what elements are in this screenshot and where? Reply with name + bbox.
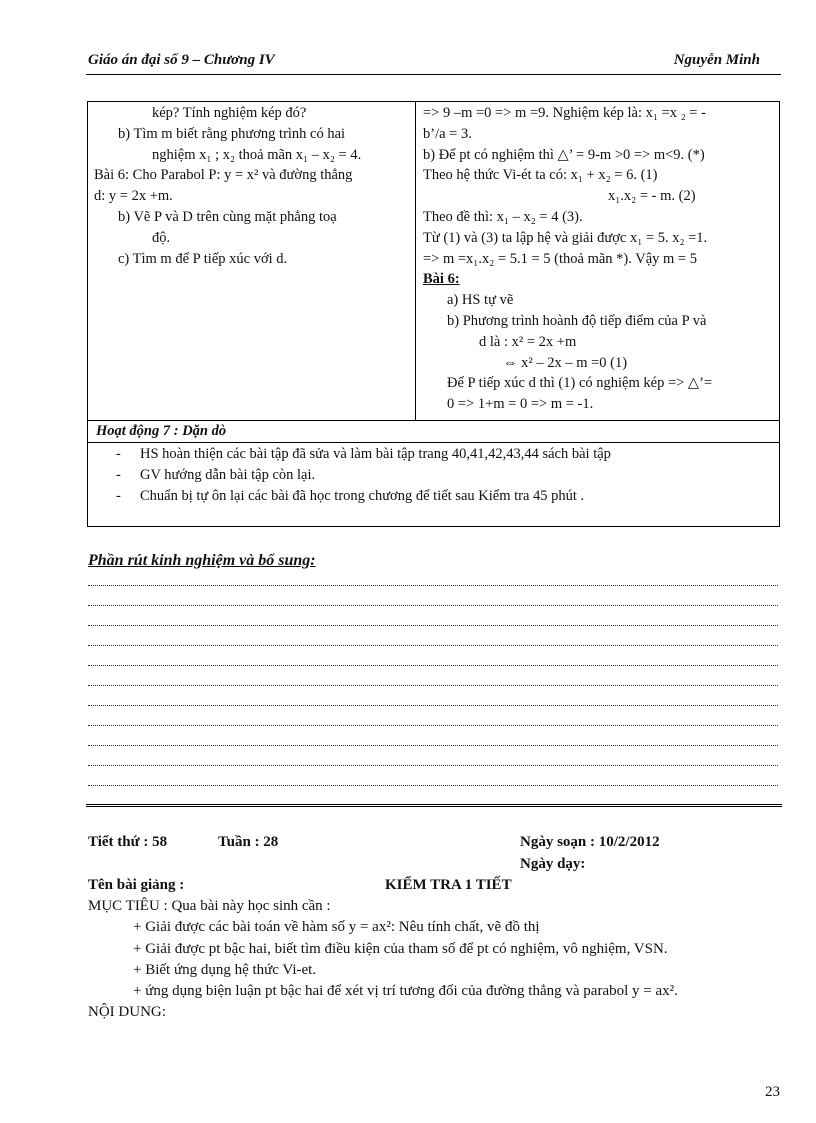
solution-line: x₁.x₂ = - m. (2) (608, 188, 696, 205)
solution-line: 0 => 1+m = 0 => m = -1. (447, 396, 594, 413)
dotted-line (88, 645, 778, 646)
content-heading: NỘI DUNG: (88, 1004, 166, 1020)
dotted-line (88, 785, 778, 786)
activity-item (116, 486, 611, 507)
teaching-date: Ngày dạy: (520, 856, 586, 872)
bullet-dash: - (116, 488, 121, 504)
dotted-line (88, 605, 778, 606)
solution-line: b’/a = 3. (423, 125, 472, 142)
activity-text: GV hướng dẫn bài tập còn lại. (140, 467, 316, 483)
activity-item (116, 465, 611, 486)
solution-line: => 9 –m =0 => m =9. Nghiệm kép là: x₁ =x ₂ = - (423, 105, 706, 121)
activity-text: Chuẩn bị tự ôn lại các bài đã học trong chương để tiết sau Kiểm tra 45 phút . (140, 488, 585, 504)
objectives-heading: MỤC TIÊU : Qua bài này học sinh cần : (88, 898, 331, 914)
lesson-number: Tiết thứ : 58 (88, 834, 168, 850)
dotted-line (88, 685, 778, 686)
header-title: Giáo án đại số 9 – Chương IV (88, 52, 275, 68)
dotted-line (88, 745, 778, 746)
exercise-line: độ. (152, 229, 171, 246)
section-separator (86, 804, 782, 809)
lesson-name-label: Tên bài giảng : (88, 877, 185, 893)
dotted-line (88, 625, 778, 626)
header-author: Nguyễn Minh (673, 52, 760, 68)
solution-line: Từ (1) và (3) ta lập hệ và giải được x₁ = 5. x₂ =1. (423, 229, 708, 246)
activity-item (116, 444, 611, 465)
bullet-dash: - (116, 446, 121, 462)
review-title: Phần rút kinh nghiệm và bổ sung: (88, 552, 316, 569)
exercise-line: b) Vẽ P và D trên cùng mặt phẳng toạ (118, 208, 337, 225)
exercise-line: d: y = 2x +m. (94, 188, 173, 205)
solution-column (423, 103, 775, 415)
row-divider (88, 420, 779, 421)
solution-line: => m =x₁.x₂ = 5.1 = 5 (thoả mãn *). Vậy m = 5 (423, 250, 697, 267)
header-rule (86, 74, 781, 75)
exercise-line: b) Tìm m biết rằng phương trình có hai (118, 125, 346, 142)
solution-heading: Bài 6: (423, 271, 460, 288)
column-divider (415, 102, 416, 420)
activity-text: HS hoàn thiện các bài tập đã sửa và làm bài tập trang 40,41,42,43,44 sách bài tập (140, 446, 611, 462)
solution-line: Để P tiếp xúc d thì (1) có nghiệm kép => △’= (447, 375, 713, 392)
dotted-line (88, 585, 778, 586)
solution-line: ⇔ x² – 2x – m =0 (1) (503, 354, 628, 371)
solution-line: d là : x² = 2x +m (479, 333, 577, 350)
row-divider (88, 442, 779, 443)
objective-item: + ứng dụng biện luận pt bậc hai để xét vị trí tương đối của đường thẳng và parabol y = ax². (133, 983, 678, 999)
dotted-line (88, 765, 778, 766)
week-number: Tuần : 28 (218, 834, 279, 850)
solution-line: Theo đề thì: x₁ – x₂ = 4 (3). (423, 208, 583, 225)
exercise-line: nghiệm x₁ ; x₂ thoả mãn x₁ – x₂ = 4. (152, 146, 362, 163)
lesson-name: KIỂM TRA 1 TIẾT (385, 877, 512, 893)
prepared-date: Ngày soạn : 10/2/2012 (520, 834, 660, 850)
bullet-dash: - (116, 467, 121, 483)
lesson-table (87, 101, 780, 527)
dotted-line (88, 705, 778, 706)
dotted-line (88, 665, 778, 666)
objective-item: + Giải được các bài toán về hàm số y = ax²: Nêu tính chất, vẽ đồ thị (133, 919, 540, 935)
dotted-line (88, 725, 778, 726)
objective-item: + Biết ứng dụng hệ thức Vi-et. (133, 962, 317, 978)
exercise-line: Bài 6: Cho Parabol P: y = x² và đường thẳng (94, 167, 353, 184)
exercise-line: kép? Tính nghiệm kép đó? (152, 105, 307, 121)
solution-line: Theo hệ thức Vi-ét ta có: x₁ + x₂ = 6. (1) (423, 167, 658, 184)
solution-line: a) HS tự vẽ (447, 292, 514, 309)
solution-line: b) Phương trình hoành độ tiếp điểm của P và (447, 312, 707, 329)
activity-title: Hoạt động 7 : Dặn dò (96, 423, 227, 439)
exercise-line: c) Tìm m để P tiếp xúc với d. (118, 250, 288, 267)
activity-list (116, 444, 611, 507)
solution-line: b) Để pt có nghiệm thì △’ = 9-m >0 => m<9. (*) (423, 146, 705, 163)
exercise-column (94, 103, 410, 269)
objective-item: + Giải được pt bậc hai, biết tìm điều kiện của tham số để pt có nghiệm, vô nghiệm, VSN. (133, 941, 668, 957)
page-number: 23 (765, 1084, 780, 1100)
